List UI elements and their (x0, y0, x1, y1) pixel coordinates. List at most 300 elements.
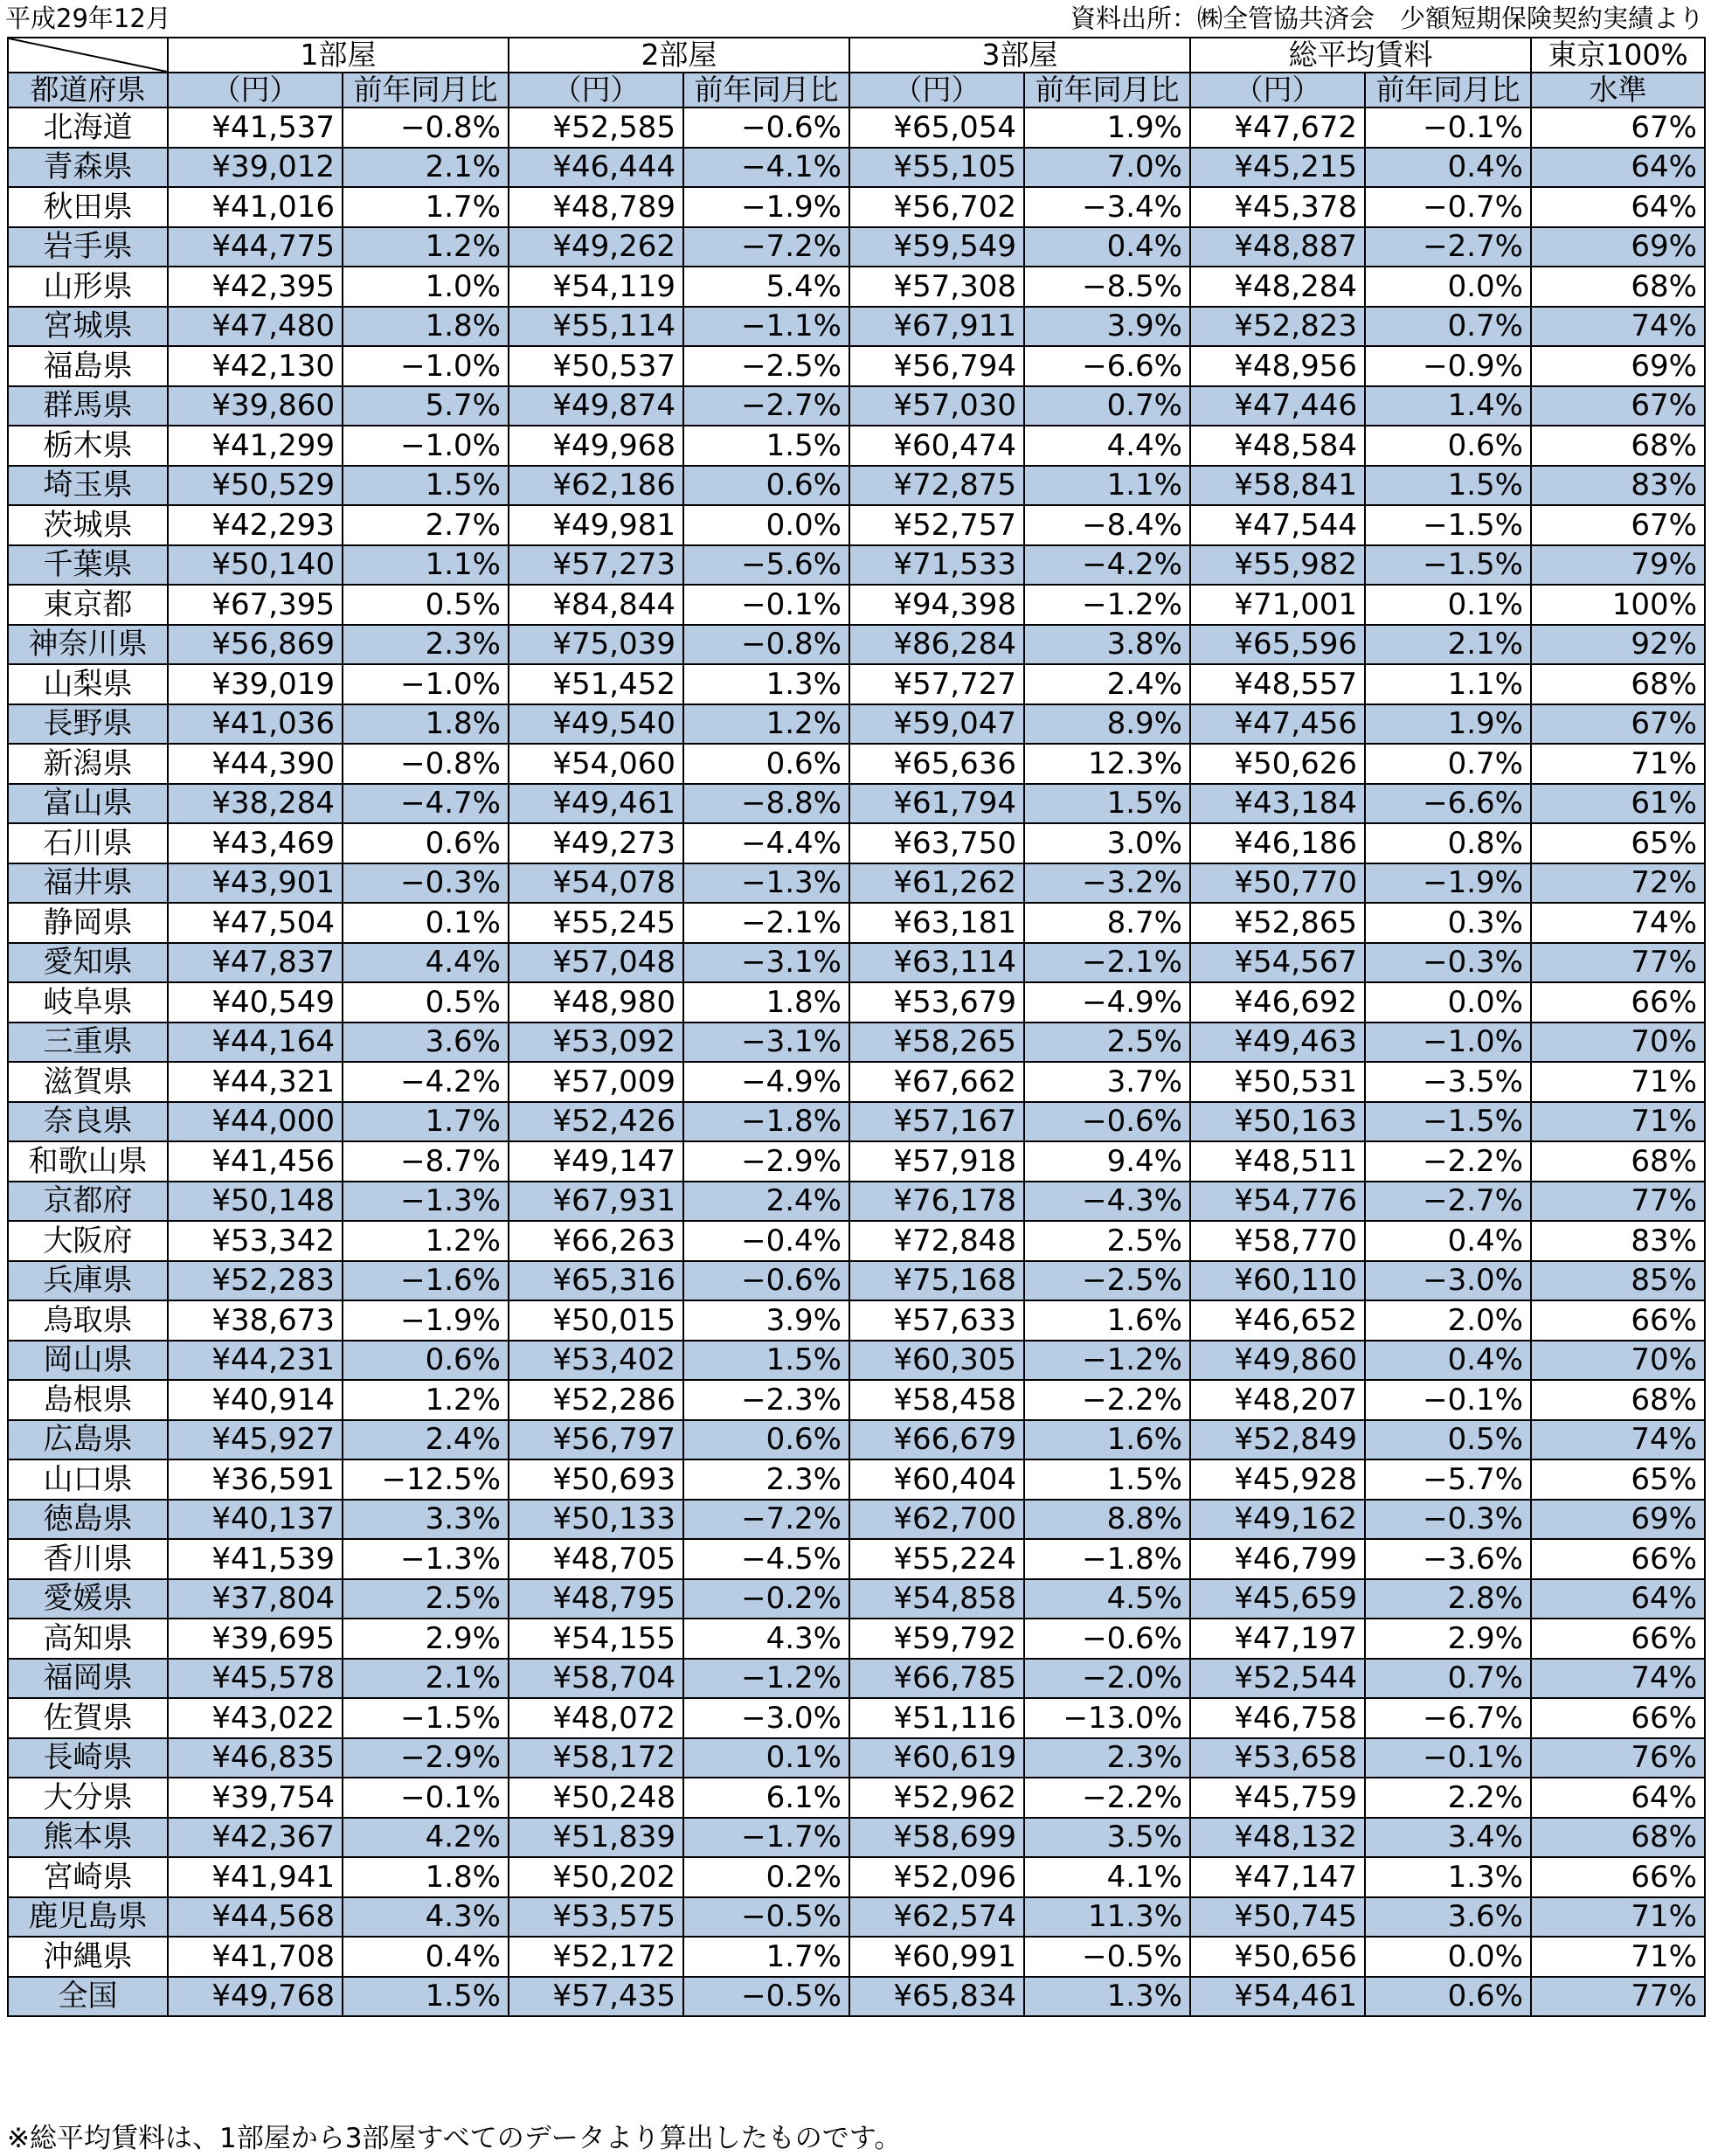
yoy-1room-cell: −1.3% (343, 1539, 509, 1579)
rent-1room-cell: ¥36,591 (168, 1459, 343, 1500)
yoy-average-cell: −0.1% (1365, 1380, 1531, 1420)
prefecture-cell: 大分県 (8, 1778, 168, 1818)
table-row (8, 1659, 1705, 1699)
prefecture-cell: 神奈川県 (8, 625, 168, 665)
yoy-2room-cell: −1.3% (683, 863, 849, 904)
yoy-2room-cell: −5.6% (683, 545, 849, 586)
prefecture-cell: 福岡県 (8, 1659, 168, 1699)
yoy-average-cell: −3.0% (1365, 1261, 1531, 1301)
yoy-1room-cell: −12.5% (343, 1459, 509, 1500)
prefecture-cell: 佐賀県 (8, 1698, 168, 1738)
yoy-2room-cell: −2.3% (683, 1380, 849, 1420)
yoy-average-cell: 0.4% (1365, 1341, 1531, 1381)
rent-average-cell: ¥52,544 (1190, 1659, 1365, 1699)
yoy-2room-cell: −1.1% (683, 307, 849, 347)
rent-3room-cell: ¥59,792 (849, 1619, 1024, 1659)
prefecture-cell: 徳島県 (8, 1500, 168, 1540)
col-header-yoy: 前年同月比 (1024, 73, 1190, 107)
yoy-average-cell: −0.1% (1365, 107, 1531, 148)
rent-2room-cell: ¥49,968 (509, 426, 683, 466)
yoy-average-cell: −0.1% (1365, 1738, 1531, 1778)
rent-3room-cell: ¥55,105 (849, 148, 1024, 188)
yoy-3room-cell: −13.0% (1024, 1698, 1190, 1738)
tokyo-level-cell: 67% (1531, 704, 1705, 745)
yoy-3room-cell: −2.1% (1024, 943, 1190, 983)
yoy-1room-cell: 1.8% (343, 307, 509, 347)
yoy-3room-cell: −8.5% (1024, 267, 1190, 307)
yoy-3room-cell: 11.3% (1024, 1897, 1190, 1938)
rent-2room-cell: ¥57,009 (509, 1062, 683, 1102)
rent-2room-cell: ¥50,015 (509, 1300, 683, 1341)
yoy-average-cell: 0.0% (1365, 1937, 1531, 1977)
rent-average-cell: ¥48,207 (1190, 1380, 1365, 1420)
yoy-1room-cell: −8.7% (343, 1141, 509, 1182)
rent-2room-cell: ¥67,931 (509, 1182, 683, 1222)
yoy-average-cell: 2.8% (1365, 1579, 1531, 1619)
rent-1room-cell: ¥41,299 (168, 426, 343, 466)
rent-1room-cell: ¥43,022 (168, 1698, 343, 1738)
yoy-3room-cell: 4.5% (1024, 1579, 1190, 1619)
rent-3room-cell: ¥57,030 (849, 386, 1024, 426)
table-row (8, 1738, 1705, 1778)
rent-2room-cell: ¥51,839 (509, 1818, 683, 1858)
rent-2room-cell: ¥53,575 (509, 1897, 683, 1938)
rent-1room-cell: ¥42,367 (168, 1818, 343, 1858)
yoy-3room-cell: −2.0% (1024, 1659, 1190, 1699)
table-row (8, 625, 1705, 665)
rent-3room-cell: ¥52,096 (849, 1857, 1024, 1897)
rent-average-cell: ¥49,162 (1190, 1500, 1365, 1540)
rent-2room-cell: ¥58,172 (509, 1738, 683, 1778)
yoy-2room-cell: −4.1% (683, 148, 849, 188)
yoy-1room-cell: −1.0% (343, 346, 509, 386)
yoy-2room-cell: −7.2% (683, 1500, 849, 1540)
header-row-sub (8, 73, 1705, 107)
rent-1room-cell: ¥41,539 (168, 1539, 343, 1579)
group-header-average: 総平均賃料 (1190, 38, 1531, 73)
yoy-1room-cell: −1.6% (343, 1261, 509, 1301)
prefecture-cell: 北海道 (8, 107, 168, 148)
table-row (8, 1141, 1705, 1182)
rent-2room-cell: ¥46,444 (509, 148, 683, 188)
prefecture-cell: 山口県 (8, 1459, 168, 1500)
rent-average-cell: ¥48,284 (1190, 267, 1365, 307)
tokyo-level-cell: 64% (1531, 1579, 1705, 1619)
yoy-1room-cell: 2.1% (343, 1659, 509, 1699)
rent-3room-cell: ¥54,858 (849, 1579, 1024, 1619)
col-header-yen: （円） (849, 73, 1024, 107)
table-row (8, 704, 1705, 745)
rent-average-cell: ¥65,596 (1190, 625, 1365, 665)
prefecture-cell: 栃木県 (8, 426, 168, 466)
table-row (8, 107, 1705, 148)
yoy-2room-cell: −0.4% (683, 1221, 849, 1261)
prefecture-cell: 秋田県 (8, 187, 168, 227)
yoy-1room-cell: 2.4% (343, 1420, 509, 1460)
yoy-1room-cell: 0.6% (343, 1341, 509, 1381)
yoy-2room-cell: −3.0% (683, 1698, 849, 1738)
rent-1room-cell: ¥42,395 (168, 267, 343, 307)
col-header-yoy: 前年同月比 (343, 73, 509, 107)
prefecture-cell: 岩手県 (8, 227, 168, 267)
rent-2room-cell: ¥49,874 (509, 386, 683, 426)
yoy-average-cell: 1.5% (1365, 466, 1531, 506)
rent-3room-cell: ¥62,574 (849, 1897, 1024, 1938)
tokyo-level-cell: 67% (1531, 505, 1705, 545)
rent-average-cell: ¥53,658 (1190, 1738, 1365, 1778)
yoy-1room-cell: −2.9% (343, 1738, 509, 1778)
rent-average-cell: ¥48,132 (1190, 1818, 1365, 1858)
rent-2room-cell: ¥57,435 (509, 1977, 683, 2017)
yoy-1room-cell: 5.7% (343, 386, 509, 426)
tokyo-level-cell: 68% (1531, 1818, 1705, 1858)
rent-1room-cell: ¥47,504 (168, 903, 343, 943)
prefecture-cell: 宮崎県 (8, 1857, 168, 1897)
tokyo-level-cell: 68% (1531, 1141, 1705, 1182)
prefecture-cell: 千葉県 (8, 545, 168, 586)
tokyo-level-cell: 74% (1531, 307, 1705, 347)
tokyo-level-cell: 72% (1531, 863, 1705, 904)
col-header-yen: （円） (1190, 73, 1365, 107)
tokyo-level-cell: 71% (1531, 1897, 1705, 1938)
rent-2room-cell: ¥48,072 (509, 1698, 683, 1738)
yoy-average-cell: 2.1% (1365, 625, 1531, 665)
yoy-3room-cell: 1.6% (1024, 1420, 1190, 1460)
yoy-2room-cell: 2.3% (683, 1459, 849, 1500)
tokyo-level-cell: 77% (1531, 943, 1705, 983)
yoy-2room-cell: 0.1% (683, 1738, 849, 1778)
yoy-average-cell: −2.7% (1365, 227, 1531, 267)
yoy-2room-cell: −0.1% (683, 585, 849, 625)
rent-average-cell: ¥46,799 (1190, 1539, 1365, 1579)
yoy-average-cell: 0.7% (1365, 744, 1531, 784)
prefecture-cell: 三重県 (8, 1023, 168, 1063)
rent-3room-cell: ¥76,178 (849, 1182, 1024, 1222)
tokyo-level-cell: 66% (1531, 982, 1705, 1023)
yoy-average-cell: −1.9% (1365, 863, 1531, 904)
yoy-1room-cell: −1.3% (343, 1182, 509, 1222)
yoy-3room-cell: −0.6% (1024, 1619, 1190, 1659)
yoy-2room-cell: 1.3% (683, 664, 849, 704)
yoy-1room-cell: 4.4% (343, 943, 509, 983)
prefecture-cell: 福島県 (8, 346, 168, 386)
tokyo-level-cell: 68% (1531, 1380, 1705, 1420)
yoy-3room-cell: −0.5% (1024, 1937, 1190, 1977)
rent-3room-cell: ¥56,702 (849, 187, 1024, 227)
prefecture-cell: 高知県 (8, 1619, 168, 1659)
col-header-yen: （円） (168, 73, 343, 107)
yoy-2room-cell: 0.0% (683, 505, 849, 545)
tokyo-level-cell: 76% (1531, 1738, 1705, 1778)
yoy-2room-cell: −1.2% (683, 1659, 849, 1699)
rent-average-cell: ¥45,759 (1190, 1778, 1365, 1818)
rent-average-cell: ¥49,860 (1190, 1341, 1365, 1381)
yoy-2room-cell: −1.8% (683, 1102, 849, 1142)
table-row (8, 1380, 1705, 1420)
rent-1room-cell: ¥44,775 (168, 227, 343, 267)
rent-2room-cell: ¥49,147 (509, 1141, 683, 1182)
tokyo-level-cell: 68% (1531, 267, 1705, 307)
table-row (8, 1579, 1705, 1619)
rent-2room-cell: ¥50,248 (509, 1778, 683, 1818)
tokyo-level-cell: 77% (1531, 1977, 1705, 2017)
yoy-1room-cell: 0.5% (343, 585, 509, 625)
tokyo-level-cell: 68% (1531, 664, 1705, 704)
header-bar (5, 2, 1704, 35)
yoy-2room-cell: −0.6% (683, 1261, 849, 1301)
rent-average-cell: ¥54,461 (1190, 1977, 1365, 2017)
yoy-3room-cell: −1.8% (1024, 1539, 1190, 1579)
tokyo-level-cell: 69% (1531, 227, 1705, 267)
rent-3room-cell: ¥63,114 (849, 943, 1024, 983)
rent-1room-cell: ¥50,140 (168, 545, 343, 586)
tokyo-level-cell: 67% (1531, 107, 1705, 148)
yoy-2room-cell: 6.1% (683, 1778, 849, 1818)
group-header-1room: 1部屋 (168, 38, 509, 73)
yoy-3room-cell: 2.5% (1024, 1221, 1190, 1261)
yoy-1room-cell: 4.3% (343, 1897, 509, 1938)
yoy-1room-cell: 1.5% (343, 466, 509, 506)
footnote: ※総平均賃料は、1部屋から3部屋すべてのデータより算出したものです。 (7, 2123, 902, 2154)
rent-2room-cell: ¥56,797 (509, 1420, 683, 1460)
yoy-3room-cell: −3.4% (1024, 187, 1190, 227)
prefecture-cell: 沖縄県 (8, 1937, 168, 1977)
rent-1room-cell: ¥53,342 (168, 1221, 343, 1261)
rent-3room-cell: ¥57,727 (849, 664, 1024, 704)
rent-3room-cell: ¥86,284 (849, 625, 1024, 665)
yoy-average-cell: 3.4% (1365, 1818, 1531, 1858)
tokyo-level-cell: 64% (1531, 148, 1705, 188)
rent-average-cell: ¥43,184 (1190, 784, 1365, 824)
rent-average-cell: ¥50,163 (1190, 1102, 1365, 1142)
tokyo-level-cell: 71% (1531, 744, 1705, 784)
table-row (8, 346, 1705, 386)
tokyo-level-cell: 74% (1531, 903, 1705, 943)
rent-3room-cell: ¥53,679 (849, 982, 1024, 1023)
rent-3room-cell: ¥94,398 (849, 585, 1024, 625)
yoy-1room-cell: −4.2% (343, 1062, 509, 1102)
yoy-3room-cell: 1.5% (1024, 784, 1190, 824)
rent-average-cell: ¥52,865 (1190, 903, 1365, 943)
yoy-average-cell: 1.4% (1365, 386, 1531, 426)
yoy-2room-cell: 0.6% (683, 466, 849, 506)
table-row (8, 1420, 1705, 1460)
tokyo-level-cell: 70% (1531, 1023, 1705, 1063)
rent-3room-cell: ¥59,047 (849, 704, 1024, 745)
rent-1room-cell: ¥44,000 (168, 1102, 343, 1142)
yoy-3room-cell: 3.9% (1024, 307, 1190, 347)
rent-2room-cell: ¥75,039 (509, 625, 683, 665)
rent-2room-cell: ¥49,262 (509, 227, 683, 267)
rent-3room-cell: ¥58,265 (849, 1023, 1024, 1063)
yoy-1room-cell: −1.0% (343, 664, 509, 704)
yoy-3room-cell: 1.5% (1024, 1459, 1190, 1500)
yoy-2room-cell: 1.5% (683, 426, 849, 466)
rent-average-cell: ¥45,928 (1190, 1459, 1365, 1500)
yoy-average-cell: 0.0% (1365, 267, 1531, 307)
rent-1room-cell: ¥50,148 (168, 1182, 343, 1222)
rent-3room-cell: ¥60,305 (849, 1341, 1024, 1381)
rent-2room-cell: ¥48,980 (509, 982, 683, 1023)
rent-average-cell: ¥45,215 (1190, 148, 1365, 188)
rent-average-cell: ¥46,652 (1190, 1300, 1365, 1341)
prefecture-cell: 新潟県 (8, 744, 168, 784)
rent-2room-cell: ¥52,426 (509, 1102, 683, 1142)
col-header-level: 水準 (1531, 73, 1705, 107)
rent-3room-cell: ¥67,911 (849, 307, 1024, 347)
yoy-average-cell: −5.7% (1365, 1459, 1531, 1500)
prefecture-cell: 兵庫県 (8, 1261, 168, 1301)
yoy-average-cell: 0.5% (1365, 1420, 1531, 1460)
yoy-average-cell: −3.5% (1365, 1062, 1531, 1102)
tokyo-level-cell: 79% (1531, 545, 1705, 586)
report-date: 平成29年12月 (5, 3, 171, 33)
table-row (8, 1857, 1705, 1897)
rent-2room-cell: ¥58,704 (509, 1659, 683, 1699)
rent-average-cell: ¥58,770 (1190, 1221, 1365, 1261)
group-header-tokyo: 東京100% (1531, 38, 1705, 73)
yoy-1room-cell: 4.2% (343, 1818, 509, 1858)
prefecture-cell: 愛媛県 (8, 1579, 168, 1619)
yoy-1room-cell: −1.0% (343, 426, 509, 466)
rent-2room-cell: ¥65,316 (509, 1261, 683, 1301)
yoy-average-cell: 3.6% (1365, 1897, 1531, 1938)
yoy-2room-cell: −2.5% (683, 346, 849, 386)
yoy-average-cell: 2.0% (1365, 1300, 1531, 1341)
yoy-1room-cell: 3.3% (343, 1500, 509, 1540)
tokyo-level-cell: 100% (1531, 585, 1705, 625)
rent-average-cell: ¥47,197 (1190, 1619, 1365, 1659)
rent-1room-cell: ¥47,480 (168, 307, 343, 347)
yoy-3room-cell: −4.9% (1024, 982, 1190, 1023)
yoy-2room-cell: 1.2% (683, 704, 849, 745)
yoy-1room-cell: 0.4% (343, 1937, 509, 1977)
rent-1room-cell: ¥44,164 (168, 1023, 343, 1063)
prefecture-cell: 富山県 (8, 784, 168, 824)
rent-1room-cell: ¥41,941 (168, 1857, 343, 1897)
tokyo-level-cell: 68% (1531, 426, 1705, 466)
rent-1room-cell: ¥44,390 (168, 744, 343, 784)
rent-1room-cell: ¥46,835 (168, 1738, 343, 1778)
rent-3room-cell: ¥61,262 (849, 863, 1024, 904)
yoy-3room-cell: 4.4% (1024, 426, 1190, 466)
yoy-average-cell: −6.6% (1365, 784, 1531, 824)
rent-2room-cell: ¥48,795 (509, 1579, 683, 1619)
rent-2room-cell: ¥62,186 (509, 466, 683, 506)
yoy-3room-cell: 12.3% (1024, 744, 1190, 784)
table-row (8, 1897, 1705, 1938)
prefecture-cell: 青森県 (8, 148, 168, 188)
data-source: 資料出所：㈱全管協共済会 少額短期保険契約実績より (1070, 3, 1704, 33)
yoy-1room-cell: 2.7% (343, 505, 509, 545)
yoy-3room-cell: 7.0% (1024, 148, 1190, 188)
rent-1room-cell: ¥40,137 (168, 1500, 343, 1540)
rent-1room-cell: ¥44,321 (168, 1062, 343, 1102)
yoy-average-cell: 0.3% (1365, 903, 1531, 943)
rent-average-cell: ¥47,672 (1190, 107, 1365, 148)
tokyo-level-cell: 64% (1531, 1778, 1705, 1818)
rent-2room-cell: ¥53,402 (509, 1341, 683, 1381)
corner-cell (8, 38, 168, 73)
yoy-1room-cell: 1.0% (343, 267, 509, 307)
tokyo-level-cell: 71% (1531, 1102, 1705, 1142)
rent-1room-cell: ¥56,869 (168, 625, 343, 665)
yoy-1room-cell: 2.5% (343, 1579, 509, 1619)
rent-2room-cell: ¥52,585 (509, 107, 683, 148)
yoy-average-cell: 0.6% (1365, 426, 1531, 466)
rent-1room-cell: ¥39,860 (168, 386, 343, 426)
yoy-average-cell: −1.0% (1365, 1023, 1531, 1063)
yoy-2room-cell: −0.5% (683, 1977, 849, 2017)
rent-3room-cell: ¥61,794 (849, 784, 1024, 824)
yoy-3room-cell: 1.1% (1024, 466, 1190, 506)
rent-1room-cell: ¥52,283 (168, 1261, 343, 1301)
rent-average-cell: ¥54,776 (1190, 1182, 1365, 1222)
yoy-3room-cell: 8.8% (1024, 1500, 1190, 1540)
tokyo-level-cell: 71% (1531, 1937, 1705, 1977)
table-row (8, 545, 1705, 586)
tokyo-level-cell: 77% (1531, 1182, 1705, 1222)
yoy-average-cell: −3.6% (1365, 1539, 1531, 1579)
table-row (8, 505, 1705, 545)
rent-average-cell: ¥48,956 (1190, 346, 1365, 386)
rent-3room-cell: ¥66,679 (849, 1420, 1024, 1460)
tokyo-level-cell: 74% (1531, 1420, 1705, 1460)
yoy-average-cell: −1.5% (1365, 505, 1531, 545)
table-row (8, 982, 1705, 1023)
table-row (8, 386, 1705, 426)
rent-1room-cell: ¥39,695 (168, 1619, 343, 1659)
rent-average-cell: ¥55,982 (1190, 545, 1365, 586)
col-header-prefecture: 都道府県 (8, 73, 168, 107)
prefecture-cell: 山梨県 (8, 664, 168, 704)
yoy-average-cell: 0.1% (1365, 585, 1531, 625)
prefecture-cell: 愛知県 (8, 943, 168, 983)
tokyo-level-cell: 71% (1531, 1062, 1705, 1102)
rent-3room-cell: ¥71,533 (849, 545, 1024, 586)
yoy-average-cell: −0.3% (1365, 943, 1531, 983)
rent-2room-cell: ¥54,060 (509, 744, 683, 784)
rent-1room-cell: ¥50,529 (168, 466, 343, 506)
yoy-2room-cell: 1.5% (683, 1341, 849, 1381)
tokyo-level-cell: 66% (1531, 1300, 1705, 1341)
rent-average-cell: ¥48,511 (1190, 1141, 1365, 1182)
yoy-average-cell: −2.7% (1365, 1182, 1531, 1222)
rent-1room-cell: ¥41,708 (168, 1937, 343, 1977)
yoy-1room-cell: 1.7% (343, 1102, 509, 1142)
yoy-1room-cell: −0.1% (343, 1778, 509, 1818)
yoy-3room-cell: −2.2% (1024, 1380, 1190, 1420)
yoy-3room-cell: −0.6% (1024, 1102, 1190, 1142)
rent-1room-cell: ¥41,016 (168, 187, 343, 227)
yoy-3room-cell: 3.0% (1024, 823, 1190, 863)
table-row (8, 863, 1705, 904)
prefecture-cell: 奈良県 (8, 1102, 168, 1142)
rent-average-cell: ¥48,584 (1190, 426, 1365, 466)
yoy-2room-cell: 1.7% (683, 1937, 849, 1977)
tokyo-level-cell: 65% (1531, 1459, 1705, 1500)
rent-3room-cell: ¥67,662 (849, 1062, 1024, 1102)
rent-average-cell: ¥50,745 (1190, 1897, 1365, 1938)
prefecture-cell: 石川県 (8, 823, 168, 863)
table-row (8, 1778, 1705, 1818)
yoy-3room-cell: 2.5% (1024, 1023, 1190, 1063)
yoy-1room-cell: 1.8% (343, 704, 509, 745)
yoy-3room-cell: 8.7% (1024, 903, 1190, 943)
table-row (8, 744, 1705, 784)
rent-average-cell: ¥46,186 (1190, 823, 1365, 863)
yoy-2room-cell: −3.1% (683, 1023, 849, 1063)
